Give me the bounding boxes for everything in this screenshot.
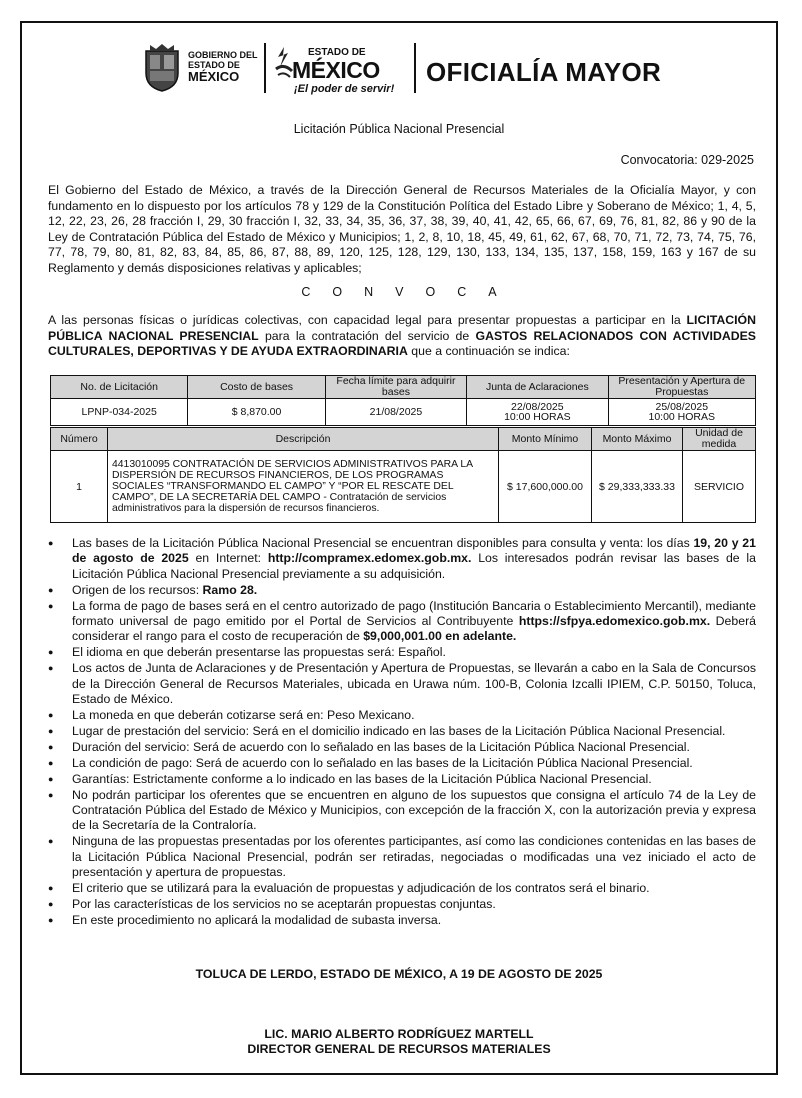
convocatoria-number: Convocatoria: 029-2025	[620, 153, 754, 167]
table-cell: $ 8,870.00	[188, 399, 325, 426]
document-title: Licitación Pública Nacional Presencial	[293, 122, 505, 136]
place-and-date: TOLUCA DE LERDO, ESTADO DE MÉXICO, A 19 DE AGOSTO DE 2025	[195, 967, 603, 981]
table-cell: LPNP-034-2025	[51, 399, 188, 426]
list-item: ● Ninguna de las propuestas presentadas por los oferentes participantes, así como las condiciones contenidas en las bases de la Licitación Pública Nacional Presencial, podrán ser retiradas, negociadas o modificadas una vez iniciado el acto de presentación y apertura de propuestas.	[48, 834, 756, 880]
list-item: ● La moneda en que deberán cotizarse será en: Peso Mexicano.	[48, 708, 756, 723]
state-seal-icon	[140, 43, 184, 93]
signer-title: DIRECTOR GENERAL DE RECURSOS MATERIALES	[247, 1042, 551, 1056]
table-header: Número	[51, 428, 108, 451]
table-header: Descripción	[108, 428, 499, 451]
table-header: Fecha límite para adquirir bases	[325, 376, 466, 399]
service-description: 4413010095 CONTRATACIÓN DE SERVICIOS ADMINISTRATIVOS PARA LA DISPERSIÓN DE RECURSOS FINANCIEROS, DE LOS PROGRAMAS SOCIALES “TRANSFORMANDO EL CAMPO” Y “POR EL RESCATE DEL CAMPO”, DE LA SECRETARÍA DEL CAMPO - Contratación de servicios administrativos para la dispersión de recursos financieros.	[108, 451, 499, 523]
table-cell: 1	[51, 451, 108, 523]
table-header: Monto Mínimo	[499, 428, 592, 451]
table-header: Costo de bases	[188, 376, 325, 399]
list-item: ● Por las características de los servicios no se aceptarán propuestas conjuntas.	[48, 897, 756, 912]
logo-divider	[414, 43, 416, 93]
list-item: ● Garantías: Estrictamente conforme a lo indicado en las bases de la Licitación Pública Nacional Presencial.	[48, 772, 756, 787]
table-header: Unidad de medida	[683, 428, 756, 451]
table-header: Monto Máximo	[592, 428, 683, 451]
table-cell: $ 17,600,000.00	[499, 451, 592, 523]
bid-info-table	[50, 375, 756, 426]
call-paragraph: A las personas físicas o jurídicas colectivas, con capacidad legal para presentar propuestas a participar en la LICITACIÓN PÚBLICA NACIONAL PRESENCIAL para la contratación del servicio de GASTOS RELACIONADOS CON ACTIVIDADES CULTURALES, DEPORTIVAS Y DE AYUDA EXTRAORDINARIA que a continuación se indica:	[48, 313, 756, 358]
signer-name: LIC. MARIO ALBERTO RODRÍGUEZ MARTELL	[264, 1027, 534, 1041]
logo-divider	[264, 43, 266, 93]
table-cell: 21/08/2025	[325, 399, 466, 426]
brand-main-text: MÉXICO	[292, 57, 380, 83]
table-cell: 25/08/2025 10:00 HORAS	[608, 399, 755, 426]
letterhead	[140, 41, 700, 97]
table-header: No. de Licitación	[51, 376, 188, 399]
office-name: OFICIALÍA MAYOR	[426, 57, 662, 87]
table-cell: $ 29,333,333.33	[592, 451, 683, 523]
list-item: ● El criterio que se utilizará para la evaluación de propuestas y adjudicación de los contratos será el binario.	[48, 881, 756, 896]
table-header: Presentación y Apertura de Propuestas	[608, 376, 755, 399]
list-item: ● Duración del servicio: Será de acuerdo con lo señalado en las bases de la Licitación Pública Nacional Presencial.	[48, 740, 756, 755]
list-item: ● El idioma en que deberán presentarse las propuestas será: Español.	[48, 645, 756, 660]
list-item: ● La forma de pago de bases será en el centro autorizado de pago (Institución Bancaria o Establecimiento Mercantil), mediante formato universal de pago emitido por el Portal de Servicios al Contribuyente https://sfpya.edomexico.gob.mx. Deberá considerar el rango para el costo de recuperación de $9,000,001.00 en adelante.	[48, 599, 756, 645]
table-header: Junta de Aclaraciones	[467, 376, 608, 399]
service-table	[50, 427, 756, 523]
table-cell: SERVICIO	[683, 451, 756, 523]
list-item: ● En este procedimiento no aplicará la modalidad de subasta inversa.	[48, 913, 756, 928]
document-page	[20, 21, 778, 1075]
convoca-heading: CONVOCA	[301, 285, 519, 299]
conditions-list	[48, 536, 756, 929]
state-brand-icon	[274, 45, 294, 81]
list-item: ● La condición de pago: Será de acuerdo con lo señalado en las bases de la Licitación Pública Nacional Presencial.	[48, 756, 756, 771]
intro-paragraph: El Gobierno del Estado de México, a través de la Dirección General de Recursos Materiales de la Oficialía Mayor, y con fundamento en lo dispuesto por los artículos 78 y 129 de la Constitución Política del Estado Libre y Soberano de México; 1, 4, 5, 12, 22, 23, 26, 28 fracción I, 29, 30 fracción I, 32, 33, 34, 35, 36, 37, 38, 39, 40, 41, 42, 65, 66, 67, 69, 76, 81, 82, 86 y 90 de la Ley de Contratación Pública del Estado de México y Municipios; 1, 2, 8, 10, 18, 45, 49, 61, 62, 67, 68, 70, 71, 72, 73, 74, 75, 76, 77, 78, 79, 80, 81, 82, 83, 84, 85, 86, 87, 88, 89, 120, 125, 128, 129, 130, 133, 134, 135, 137, 158, 159, 163 y 167 de su Reglamento y demás disposiciones relativas y aplicables;	[48, 183, 756, 275]
brand-top-text: ESTADO DE	[308, 47, 366, 58]
government-logo-text: GOBIERNO DEL ESTADO DE MÉXICO	[188, 50, 258, 84]
list-item: ● Lugar de prestación del servicio: Será en el domicilio indicado en las bases de la Licitación Pública Nacional Presencial.	[48, 724, 756, 739]
list-item: ● Origen de los recursos: Ramo 28.	[48, 583, 756, 598]
list-item: ● Las bases de la Licitación Pública Nacional Presencial se encuentran disponibles para consulta y venta: los días 19, 20 y 21 de agosto de 2025 en Internet: http://compramex.edomex.gob.mx. Los interesados podrán revisar las bases de la Licitación Pública Nacional Presencial previamente a su adquisición.	[48, 536, 756, 582]
list-item: ● No podrán participar los oferentes que se encuentren en alguno de los supuestos que consigna el artículo 74 de la Ley de Contratación Pública del Estado de México y Municipios, con excepción de la fracción X, con la autorización previa y expresa de la Secretaría de la Contraloría.	[48, 788, 756, 834]
list-item: ● Los actos de Junta de Aclaraciones y de Presentación y Apertura de Propuestas, se llevarán a cabo en la Sala de Concursos de la Dirección General de Recursos Materiales, ubicada en Urawa núm. 100-B, Colonia Izcalli IPIEM, C.P. 50150, Toluca, Estado de México.	[48, 661, 756, 707]
table-cell: 22/08/2025 10:00 HORAS	[467, 399, 608, 426]
brand-slogan: ¡El poder de servir!	[294, 83, 395, 95]
